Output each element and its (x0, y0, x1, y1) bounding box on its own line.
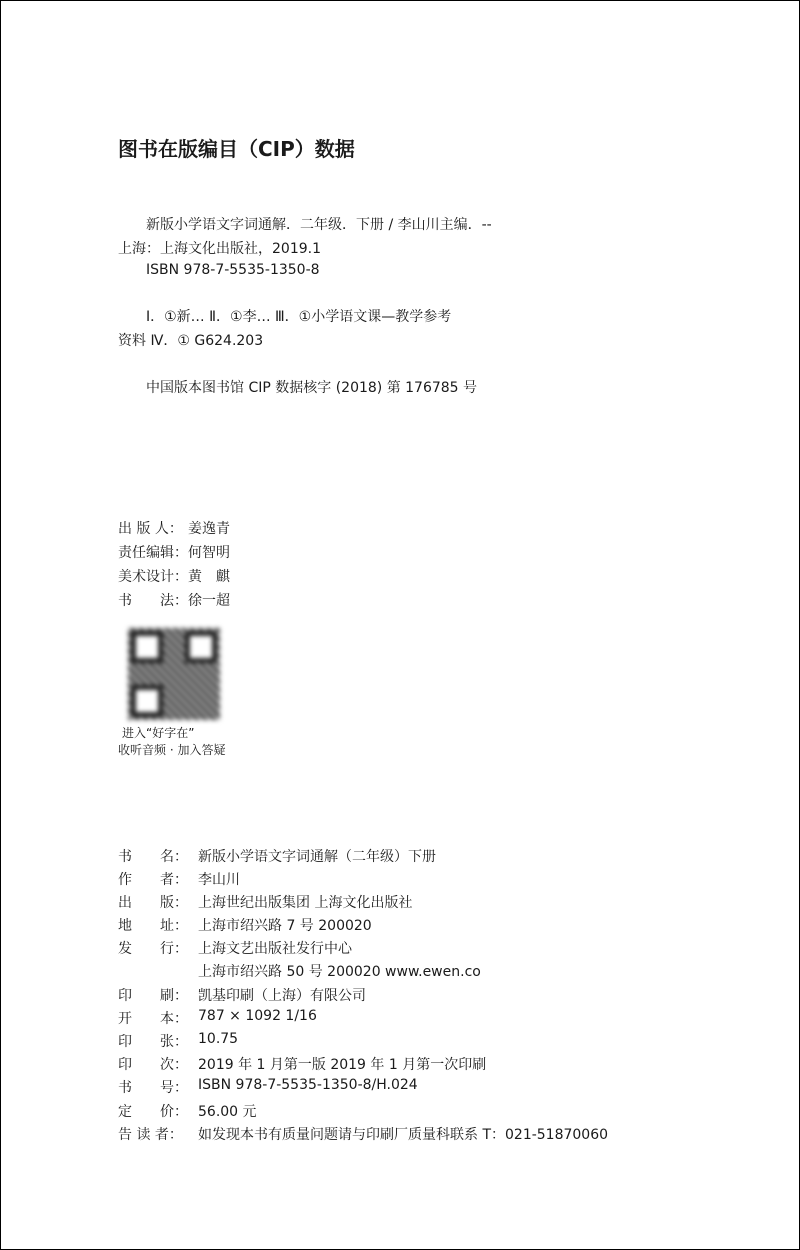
cip-line-4: Ⅰ．①新… Ⅱ．①李… Ⅲ．①小学语文课—教学参考 (146, 309, 452, 325)
cip-title: 图书在版编目（CIP）数据 (118, 137, 355, 161)
staff-value: 姜逸青 (188, 521, 230, 537)
imprint-label: 印 刷： (118, 988, 188, 1004)
staff-row-publisher (118, 518, 230, 538)
imprint-value: 新版小学语文字词通解（二年级）下册 (198, 849, 436, 865)
imprint-row-printer (118, 985, 366, 1005)
imprint-row-publisher (118, 892, 412, 912)
qr-corner-icon (131, 685, 163, 717)
imprint-label: 印 张： (118, 1034, 188, 1050)
staff-label: 出 版 人： (118, 521, 183, 537)
staff-row-designer (118, 566, 230, 586)
imprint-label: 开 本： (118, 1011, 188, 1027)
imprint-value: 上海市绍兴路 7 号 200020 (198, 918, 372, 934)
qr-caption-1: 进入“好字在” (122, 726, 195, 740)
cip-line-3: ISBN 978-7-5535-1350-8 (146, 262, 320, 278)
staff-value: 何智明 (188, 545, 230, 561)
qr-caption-2: 收听音频 · 加入答疑 (118, 743, 226, 757)
imprint-row-isbn (118, 1077, 418, 1097)
imprint-value: 2019 年 1 月第一版 2019 年 1 月第一次印刷 (198, 1057, 487, 1073)
staff-label: 责任编辑： (118, 545, 188, 561)
imprint-label: 告 读 者： (118, 1127, 183, 1143)
imprint-value: 上海市绍兴路 50 号 200020 www.ewen.co (198, 964, 481, 980)
imprint-row-sheets (118, 1031, 238, 1051)
staff-label: 书 法： (118, 593, 188, 609)
staff-value: 徐一超 (188, 593, 230, 609)
imprint-value: 李山川 (198, 872, 240, 888)
imprint-row-distribution-address (118, 961, 481, 981)
imprint-value: 787 × 1092 1/16 (198, 1008, 317, 1024)
cip-line-1: 新版小学语文字词通解．二年级．下册 / 李山川主编．-- (146, 217, 492, 233)
imprint-label: 出 版： (118, 895, 188, 911)
imprint-label: 定 价： (118, 1104, 188, 1120)
staff-value: 黄 麒 (188, 569, 230, 585)
imprint-row-address (118, 915, 372, 935)
imprint-row-edition (118, 1054, 486, 1074)
imprint-value: 56.00 元 (198, 1104, 257, 1120)
imprint-value: 10.75 (198, 1031, 239, 1047)
imprint-value: ISBN 978-7-5535-1350-8/H.024 (198, 1077, 418, 1093)
cip-line-5: 资料 Ⅳ．① G624.203 (118, 333, 264, 349)
imprint-label: 发 行： (118, 941, 188, 957)
imprint-value: 上海世纪出版集团 上海文化出版社 (198, 895, 413, 911)
imprint-label: 印 次： (118, 1057, 188, 1073)
qr-code[interactable] (128, 628, 220, 720)
staff-label: 美术设计： (118, 569, 188, 585)
qr-corner-icon (131, 631, 163, 663)
staff-row-calligraphy (118, 590, 230, 610)
imprint-row-distribution (118, 938, 352, 958)
imprint-value: 凯基印刷（上海）有限公司 (198, 988, 366, 1004)
cip-line-6: 中国版本图书馆 CIP 数据核字 (2018) 第 176785 号 (146, 380, 478, 396)
cip-line-2: 上海：上海文化出版社，2019.1 (118, 241, 321, 257)
imprint-value: 上海文艺出版社发行中心 (198, 941, 352, 957)
qr-corner-icon (185, 631, 217, 663)
imprint-label: 书 号： (118, 1080, 188, 1096)
imprint-label: 书 名： (118, 849, 188, 865)
imprint-label: 地 址： (118, 918, 188, 934)
imprint-row-title (118, 846, 436, 866)
imprint-row-format (118, 1008, 317, 1028)
imprint-row-price (118, 1101, 257, 1121)
imprint-label (118, 961, 198, 981)
imprint-row-author (118, 869, 240, 889)
staff-row-editor (118, 542, 230, 562)
imprint-label: 作 者： (118, 872, 188, 888)
imprint-row-notice (118, 1124, 608, 1144)
imprint-value: 如发现本书有质量问题请与印刷厂质量科联系 T：021-51870060 (198, 1127, 609, 1143)
